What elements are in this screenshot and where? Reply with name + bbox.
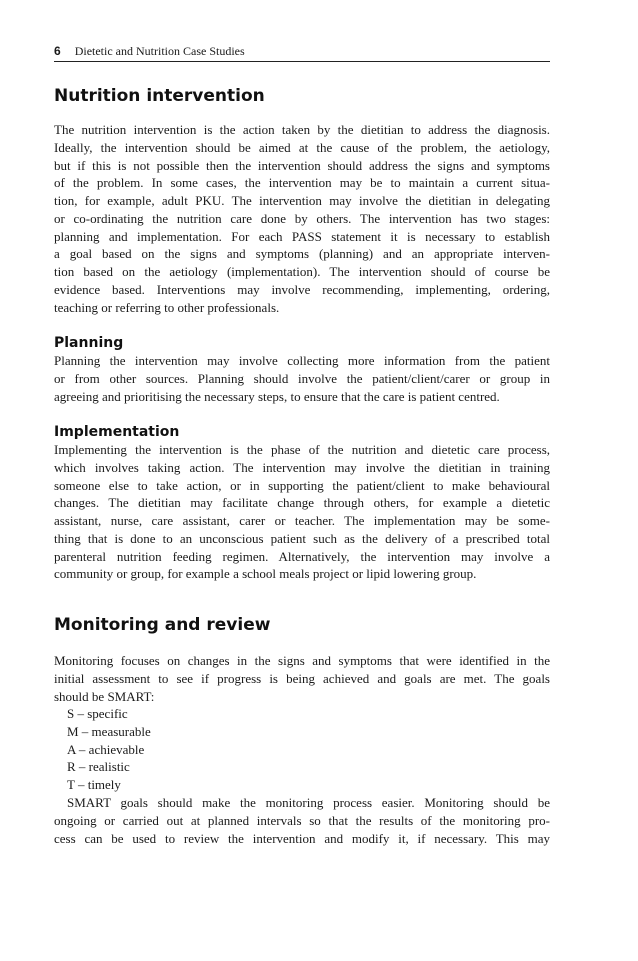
- heading-planning: Planning: [54, 335, 124, 351]
- text-line: initial assessment to see if progress is being achieved and goals are met. The goals: [54, 670, 550, 686]
- list-item: S – specific: [67, 706, 128, 721]
- heading-implementation: Implementation: [54, 424, 180, 440]
- paragraph-monitoring-intro: [54, 652, 550, 705]
- list-item: A – achievable: [67, 741, 145, 757]
- list-item: R – realistic: [67, 759, 130, 775]
- text-line: evidence based. Interventions may involve recommending, implementing, ordering,: [54, 281, 550, 297]
- text-line: should be SMART:: [54, 688, 155, 704]
- running-head: [54, 44, 550, 62]
- text-line: teaching or referring to other professionals.: [54, 299, 280, 315]
- text-line: of the problem. In some cases, the intervention may be to maintain a current situa-: [54, 175, 550, 191]
- text-line: changes. The dietitian may facilitate change through others, for example a dietetic: [54, 495, 550, 511]
- text-line: Ideally, the intervention should be aimed at the cause of the problem, the aetiology,: [54, 139, 550, 155]
- heading-monitoring-and-review: Monitoring and review: [54, 615, 271, 635]
- text-line: thing that is done to an unconscious patient such as the delivery of a prescribed total: [54, 530, 550, 546]
- paragraph-implementation: [54, 441, 550, 583]
- smart-goals-list: [54, 705, 550, 794]
- text-line: tion, for example, adult PKU. The intervention may involve the dietitian in delegating: [54, 193, 550, 208]
- text-line: planning and implementation. For each PASS statement it is necessary to establish: [54, 228, 550, 244]
- text-line: Monitoring focuses on changes in the signs and symptoms that were identified in the: [54, 653, 550, 668]
- text-line: Planning the intervention may involve collecting more information from the patient: [54, 353, 550, 368]
- text-line: SMART goals should make the monitoring process easier. Monitoring should be: [67, 795, 550, 810]
- list-item: M – measurable: [67, 723, 151, 739]
- book-title: Dietetic and Nutrition Case Studies: [74, 44, 245, 58]
- text-line: cess can be used to review the intervention and modify it, if necessary. This may: [54, 830, 550, 846]
- text-line: The nutrition intervention is the action taken by the dietitian to address the diagnosis.: [54, 122, 550, 137]
- text-line: assistant, nurse, care assistant, carer or teacher. The implementation may be some-: [54, 513, 550, 528]
- text-line: parenteral nutrition feeding regimen. Alternatively, the intervention may involve a: [54, 548, 550, 564]
- text-line: tion based on the aetiology (implementation). The intervention should of course be: [54, 264, 550, 279]
- text-line: a goal based on the signs and symptoms (planning) and an appropriate interven-: [54, 246, 550, 262]
- text-line: Implementing the intervention is the phase of the nutrition and dietetic care process,: [54, 442, 550, 457]
- page-number: 6: [54, 44, 61, 58]
- paragraph-monitoring-closing: [54, 794, 550, 847]
- paragraph-nutrition-intervention: [54, 121, 550, 316]
- list-item: T – timely: [67, 777, 121, 792]
- text-line: but if this is not possible then the intervention should address the signs and symptoms: [54, 157, 550, 173]
- text-line: or co-ordinating the nutrition care done by others. The intervention has two stages:: [54, 210, 550, 226]
- text-line: someone else to take action, or in supporting the patient/client to make behavioural: [54, 477, 550, 493]
- text-line: or from other sources. Planning should involve the patient/client/carer or group in: [54, 370, 550, 386]
- text-line: ongoing or carried out at planned intervals so that the results of the monitoring pro-: [54, 812, 550, 828]
- text-line: community or group, for example a school meals project or lipid lowering group.: [54, 566, 477, 582]
- text-line: which involves taking action. The intervention may involve the dietitian in training: [54, 459, 550, 475]
- text-line: agreeing and prioritising the necessary steps, to ensure that the care is patient centred.: [54, 388, 500, 404]
- heading-nutrition-intervention: Nutrition intervention: [54, 86, 265, 106]
- paragraph-planning: [54, 352, 550, 405]
